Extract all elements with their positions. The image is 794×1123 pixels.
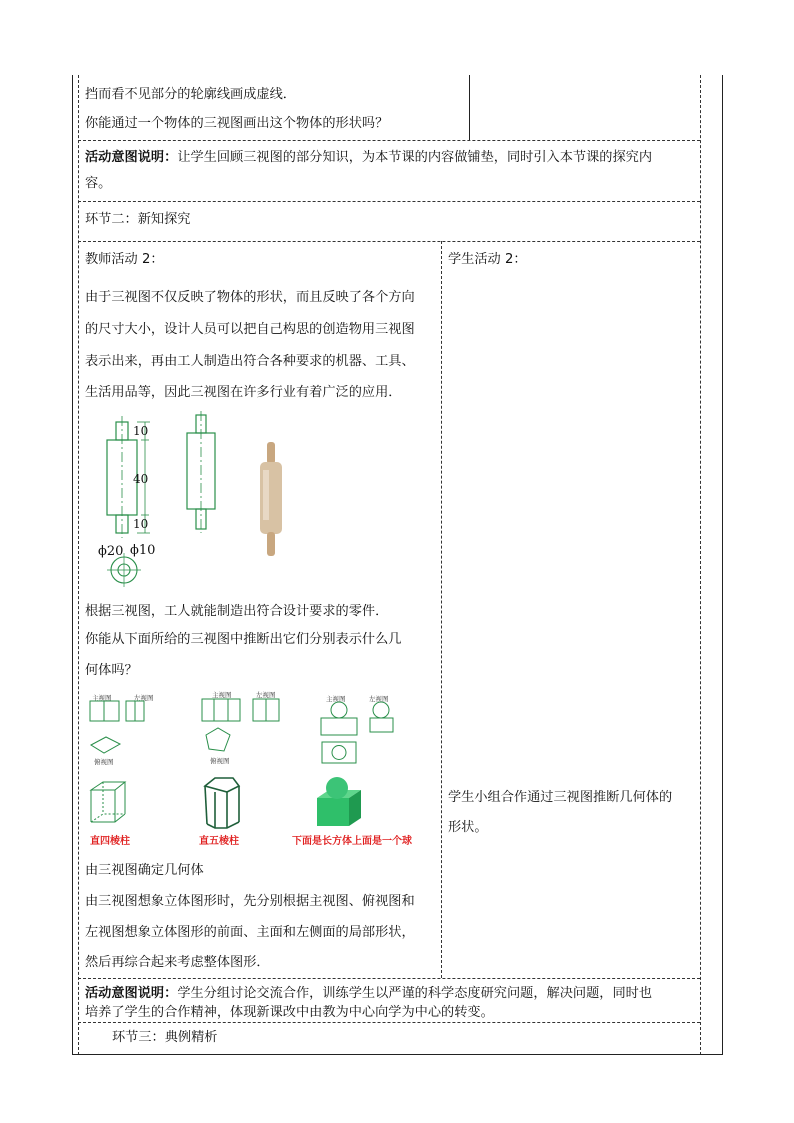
activity-col-divider (441, 241, 442, 978)
subsection-line2: 左视图想象立体图形的前面、主面和左侧面的局部形状， (85, 925, 415, 940)
dim-top: 10 (133, 424, 149, 438)
intent-1-line1: 让学生回顾三视图的部分知识，为本节课的内容做铺垫，同时引入本节课的探究内 (177, 150, 653, 165)
row-line-1 (78, 140, 700, 141)
view-c-drawings (318, 701, 398, 771)
top-text-line2: 你能通过一个物体的三视图画出这个物体的形状吗？ (85, 116, 389, 131)
intent-2 (85, 986, 652, 1002)
intent-2-line1: 学生分组讨论交流合作，训练学生以严谨的科学态度研究问题，解决问题，同时也 (177, 986, 653, 1001)
student-activity-header: 学生活动 2： (448, 252, 527, 267)
teacher-after-line2: 你能从下面所给的三视图中推断出它们分别表示什么几 (85, 632, 402, 647)
student-line2: 形状。 (448, 820, 488, 835)
teacher-para-line4: 生活用品等，因此三视图在许多行业有着广泛的应用． (85, 385, 402, 400)
intent-2-label: 活动意图说明： (85, 986, 178, 1001)
intent-2-line2: 培养了学生的合作精神，体现新课改中由教为中心向学为中心的转变。 (85, 1005, 494, 1020)
table-bottom (72, 1054, 722, 1055)
top-row-divider (469, 75, 470, 140)
view-a-left-label: 左视图 (134, 694, 154, 702)
view-b-drawings (200, 699, 290, 761)
teacher-para-line1: 由于三视图不仅反映了物体的形状，而且反映了各个方向 (85, 290, 415, 305)
view-a-drawings (88, 701, 168, 761)
view-b-left-label: 左视图 (256, 691, 276, 699)
table-left-inner (78, 75, 79, 1055)
row-line-3 (78, 241, 700, 242)
rolling-pin-side-view (182, 415, 222, 545)
view-c-left-label: 左视图 (369, 695, 389, 703)
row-line-2 (78, 201, 700, 202)
label-cube-sphere: 下面是长方体上面是一个球 (292, 836, 412, 847)
dim-bot: 10 (133, 517, 149, 531)
teacher-activity-header: 教师活动 2： (85, 252, 164, 267)
solid-pentagonal-prism (201, 776, 245, 832)
teacher-para-line2: 的尺寸大小，设计人员可以把自己构思的创造物用三视图 (85, 322, 415, 337)
row-line-5 (78, 1022, 700, 1023)
intent-1-label: 活动意图说明： (85, 150, 178, 165)
label-pentagonal-prism: 直五棱柱 (199, 836, 239, 847)
dim-phi10: ϕ10 (130, 543, 156, 558)
table-left-border (72, 75, 73, 1055)
intent-1 (85, 150, 652, 166)
solid-cube-with-sphere (313, 776, 373, 828)
table-right-inner (700, 75, 701, 1055)
label-square-prism: 直四棱柱 (90, 836, 130, 847)
solid-square-prism (89, 780, 133, 830)
subsection-line3: 然后再综合起来考虑整体图形． (85, 955, 270, 970)
view-b-top-label: 俯视图 (210, 757, 230, 765)
teacher-after-line3: 何体吗？ (85, 663, 138, 678)
section-3-title: 环节三：典例精析 (112, 1030, 218, 1045)
rolling-pin-top-view (104, 550, 144, 590)
teacher-after-line1: 根据三视图，工人就能制造出符合设计要求的零件． (85, 604, 389, 619)
row-line-4 (78, 978, 700, 979)
intent-1-line2: 容。 (85, 176, 112, 191)
subsection-line1: 由三视图想象立体图形时，先分别根据主视图、俯视图和 (85, 894, 415, 909)
view-a-main-label: 主视图 (92, 694, 112, 702)
dim-phi20: ϕ20 (98, 544, 124, 559)
subsection-title: 由三视图确定几何体 (85, 863, 204, 878)
view-a-top-label: 俯视图 (94, 758, 114, 766)
rolling-pin-photo (256, 442, 286, 557)
view-c-main-label: 主视图 (326, 695, 346, 703)
student-line1: 学生小组合作通过三视图推断几何体的 (448, 790, 673, 805)
section-2-title: 环节二：新知探究 (85, 212, 191, 227)
view-b-main-label: 主视图 (212, 691, 232, 699)
table-right-border (722, 75, 723, 1055)
top-text-line1: 挡而看不见部分的轮廓线画成虚线． (85, 87, 296, 102)
dim-mid: 40 (133, 472, 149, 486)
teacher-para-line3: 表示出来，再由工人制造出符合各种要求的机器、工具、 (85, 354, 415, 369)
